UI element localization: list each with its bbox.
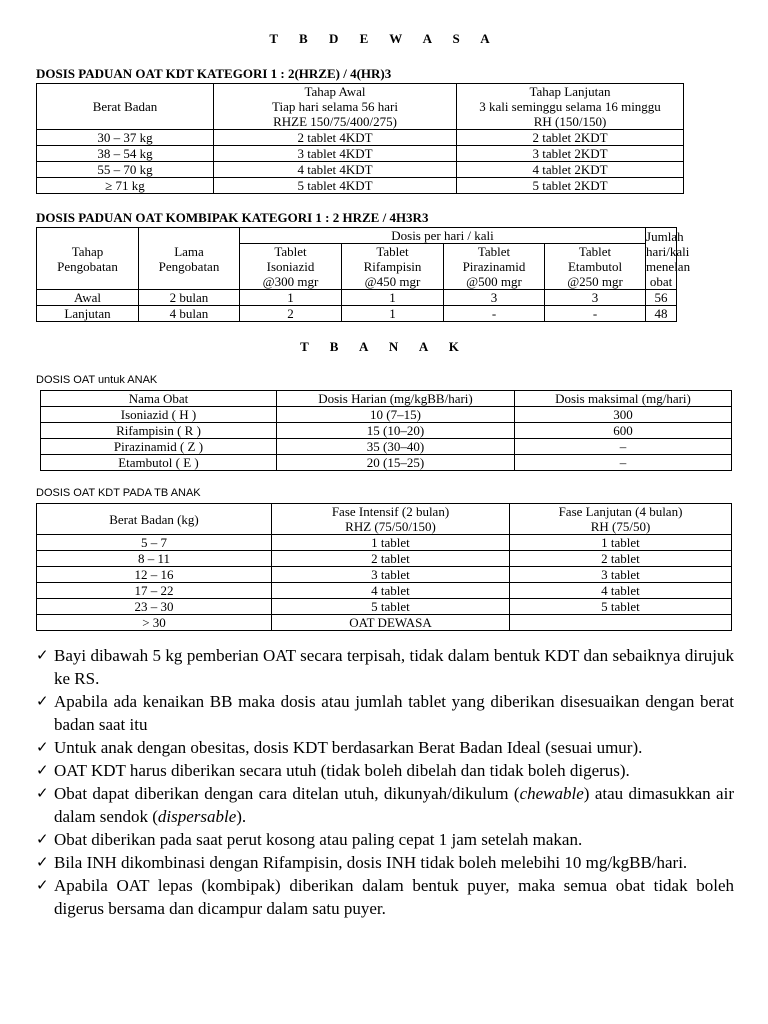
check-mark-icon: ✓ [36,784,49,802]
table-cell: – [515,455,732,471]
table-row [41,407,732,423]
check-mark-icon: ✓ [36,853,49,871]
table-cell: 30 – 37 kg [37,130,214,146]
table-cell: 15 (10–20) [277,423,515,439]
table-cell: 600 [515,423,732,439]
table-cell [510,615,732,631]
notes-list [36,644,734,920]
table-cell: 1 [342,290,444,306]
note-text: Bayi dibawah 5 kg pemberian OAT secara terpisah, tidak dalam bentuk KDT dan sebaiknya dirujuk ke RS. [54,646,734,688]
table-cell: 56 [646,290,677,306]
note-text: ) atau dimasukkan air dalam sendok ( [54,784,734,826]
table-row [37,615,732,631]
check-mark-icon: ✓ [36,692,49,710]
table-row [37,306,677,322]
table-cell: 23 – 30 [37,599,272,615]
table-cell: 35 (30–40) [277,439,515,455]
check-mark-icon: ✓ [36,738,49,756]
table-cell: 3 [444,290,545,306]
header-pirazinamid: Tablet Pirazinamid @500 mgr [444,244,545,290]
table-row [37,130,684,146]
table-header-row [37,228,677,244]
note-text: ). [236,807,247,826]
table-cell: 1 tablet [510,535,732,551]
note-text: Untuk anak dengan obesitas, dosis KDT berdasarkan Berat Badan Ideal (sesuai umur). [54,738,643,757]
header-tahap-pengobatan: Tahap Pengobatan [37,228,139,290]
note-item [36,736,734,759]
table-cell: 48 [646,306,677,322]
heading-kdt-dewasa: DOSIS PADUAN OAT KDT KATEGORI 1 : 2(HRZE) / 4(HR)3 [36,66,392,81]
header-fase-lanjutan: Fase Lanjutan (4 bulan) RH (75/50) [510,504,732,535]
table-cell: 3 tablet 2KDT [457,146,684,162]
table-cell: 4 bulan [139,306,240,322]
note-item [36,690,734,736]
table-cell: 5 – 7 [37,535,272,551]
table-cell: 5 tablet 2KDT [457,178,684,194]
note-item [36,828,734,851]
header-tahap-awal: Tahap Awal Tiap hari selama 56 hari RHZE 150/75/400/275) [214,84,457,130]
table-row [41,439,732,455]
note-text: Obat diberikan pada saat perut kosong atau paling cepat 1 jam setelah makan. [54,830,583,849]
heading-kdt-anak: DOSIS OAT KDT PADA TB ANAK [36,487,201,499]
note-text: Obat dapat diberikan dengan cara ditelan utuh, dikunyah/dikulum ( [54,784,520,803]
table-cell: 4 tablet 2KDT [457,162,684,178]
table-cell: 3 [545,290,646,306]
table-cell: 2 tablet [272,551,510,567]
table-row [37,599,732,615]
header-tahap-lanjutan: Tahap Lanjutan 3 kali seminggu selama 16 minggu RH (150/150) [457,84,684,130]
header-dosis-maksimal: Dosis maksimal (mg/hari) [515,391,732,407]
table-row [37,567,732,583]
header-dosis-harian: Dosis Harian (mg/kgBB/hari) [277,391,515,407]
table-cell: ≥ 71 kg [37,178,214,194]
table-cell: 2 bulan [139,290,240,306]
check-mark-icon: ✓ [36,876,49,894]
table-row [37,583,732,599]
table-cell: 5 tablet [272,599,510,615]
note-item [36,874,734,920]
table-cell: Lanjutan [37,306,139,322]
note-text: Apabila OAT lepas (kombipak) diberikan dalam bentuk puyer, maka semua obat tidak boleh digerus bersama dan dicampur dalam satu puyer. [54,876,734,918]
table-row [37,535,732,551]
note-item [36,782,734,828]
header-fase-intensif: Fase Intensif (2 bulan) RHZ (75/50/150) [272,504,510,535]
note-text: Apabila ada kenaikan BB maka dosis atau jumlah tablet yang diberikan disesuaikan dengan berat badan saat itu [54,692,734,734]
check-mark-icon: ✓ [36,830,49,848]
table-kdt-dewasa [36,83,684,194]
table-cell: Rifampisin ( R ) [41,423,277,439]
header-etambutol: Tablet Etambutol @250 mgr [545,244,646,290]
title-tb-anak: T B A N A K [300,339,468,354]
table-cell: 55 – 70 kg [37,162,214,178]
table-oat-anak [40,390,732,471]
table-cell: 8 – 11 [37,551,272,567]
table-cell: 4 tablet [272,583,510,599]
heading-kombipak: DOSIS PADUAN OAT KOMBIPAK KATEGORI 1 : 2 HRZE / 4H3R3 [36,210,429,225]
table-cell: 5 tablet 4KDT [214,178,457,194]
table-row [37,146,684,162]
table-cell: - [444,306,545,322]
header-rifampisin: Tablet Rifampisin @450 mgr [342,244,444,290]
table-cell: 1 [240,290,342,306]
table-cell: 1 [342,306,444,322]
table-cell: Etambutol ( E ) [41,455,277,471]
table-cell: 3 tablet [510,567,732,583]
table-row [37,162,684,178]
header-berat-badan-kg: Berat Badan (kg) [37,504,272,535]
note-italic-text: dispersable [157,807,237,826]
note-item [36,644,734,690]
table-row [41,423,732,439]
title-tb-dewasa: T B D E W A S A [269,31,499,46]
table-cell: 20 (15–25) [277,455,515,471]
table-cell: OAT DEWASA [272,615,510,631]
header-nama-obat: Nama Obat [41,391,277,407]
table-row [37,178,684,194]
table-cell: 1 tablet [272,535,510,551]
check-mark-icon: ✓ [36,761,49,779]
table-cell: – [515,439,732,455]
table-row [37,551,732,567]
table-cell: 10 (7–15) [277,407,515,423]
header-lama-pengobatan: Lama Pengobatan [139,228,240,290]
table-kdt-anak [36,503,732,631]
header-jumlah: Jumlah hari/kali menelan obat [646,228,691,289]
note-text: OAT KDT harus diberikan secara utuh (tidak boleh dibelah dan tidak boleh digerus). [54,761,630,780]
note-item [36,851,734,874]
table-kombipak [36,227,691,322]
table-cell: Isoniazid ( H ) [41,407,277,423]
table-cell: 2 tablet [510,551,732,567]
table-cell: Pirazinamid ( Z ) [41,439,277,455]
table-header-row [41,391,732,407]
table-cell: 4 tablet [510,583,732,599]
table-header-row [37,504,732,535]
table-cell: 5 tablet [510,599,732,615]
table-cell: 4 tablet 4KDT [214,162,457,178]
table-cell: 2 tablet 2KDT [457,130,684,146]
table-cell: 38 – 54 kg [37,146,214,162]
header-isoniazid: Tablet Isoniazid @300 mgr [240,244,342,290]
table-row [41,455,732,471]
table-cell: 17 – 22 [37,583,272,599]
table-row [37,290,677,306]
note-item [36,759,734,782]
header-berat-badan: Berat Badan [37,84,214,130]
table-cell: 12 – 16 [37,567,272,583]
table-cell: 3 tablet 4KDT [214,146,457,162]
table-cell: > 30 [37,615,272,631]
table-header-row [37,84,684,130]
heading-oat-anak: DOSIS OAT untuk ANAK [36,374,158,386]
table-cell: - [545,306,646,322]
table-cell: Awal [37,290,139,306]
table-cell: 300 [515,407,732,423]
check-mark-icon: ✓ [36,646,49,664]
note-italic-text: chewable [519,784,584,803]
header-dosis-per-hari: Dosis per hari / kali [240,228,646,244]
table-cell: 2 tablet 4KDT [214,130,457,146]
table-cell: 3 tablet [272,567,510,583]
table-cell: 2 [240,306,342,322]
note-text: Bila INH dikombinasi dengan Rifampisin, dosis INH tidak boleh melebihi 10 mg/kgBB/hari. [54,853,688,872]
